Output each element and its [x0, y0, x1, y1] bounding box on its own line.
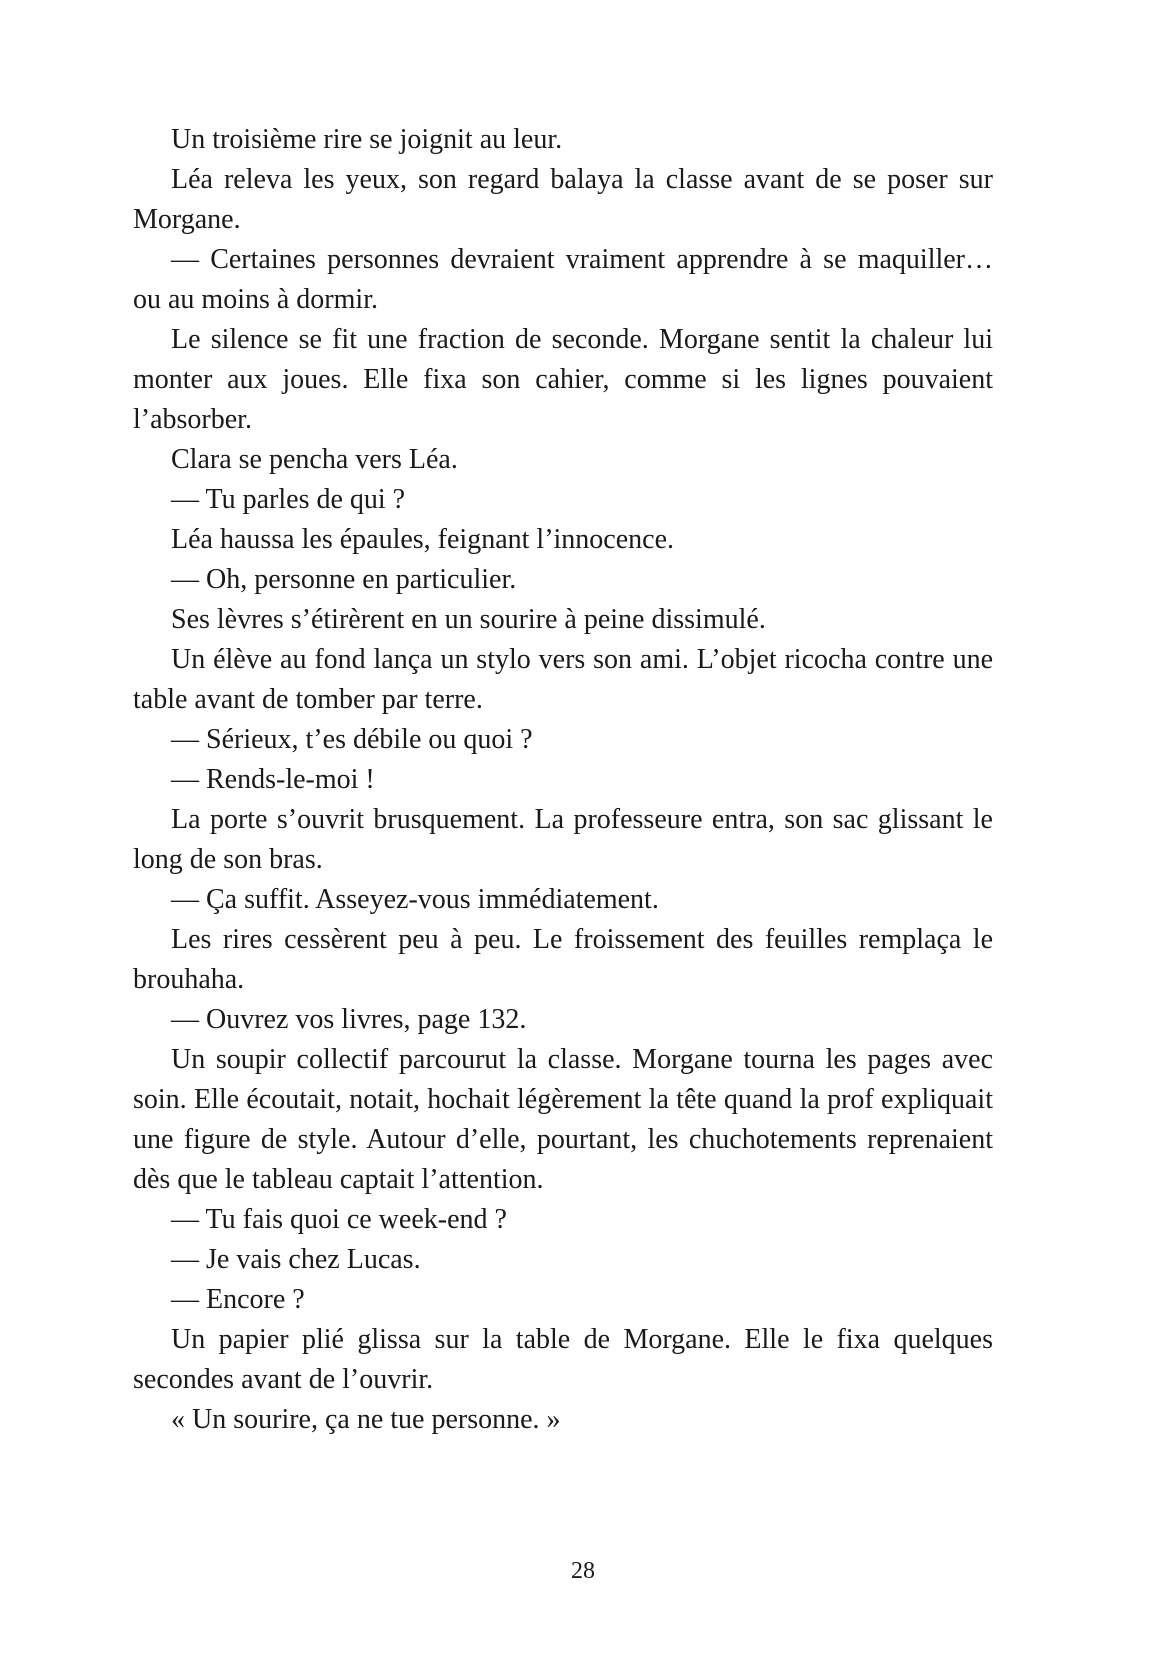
paragraph: — Encore ?: [171, 1284, 305, 1315]
paragraph: — Oh, personne en particulier.: [171, 564, 517, 595]
paragraph: Léa haussa les épaules, feignant l’innocence.: [171, 524, 675, 555]
paragraph: — Tu fais quoi ce week-end ?: [171, 1204, 507, 1235]
paragraph: Un troisième rire se joignit au leur.: [171, 124, 563, 155]
paragraph: Un élève au fond lança un stylo vers son ami. L’objet ricocha contre une table avant de tomber par terre.: [133, 644, 993, 715]
paragraph: Le silence se fit une fraction de seconde. Morgane sentit la chaleur lui monter aux joues. Elle fixa son cahier, comme si les lignes pouvaient l’absorber.: [133, 324, 993, 435]
paragraph: — Ouvrez vos livres, page 132.: [171, 1004, 527, 1035]
paragraph: La porte s’ouvrit brusquement. La professeure entra, son sac glissant le long de son bras.: [133, 804, 993, 875]
paragraph: Clara se pencha vers Léa.: [171, 444, 458, 475]
paragraph: — Certaines personnes devraient vraiment apprendre à se maquiller… ou au moins à dormir.: [133, 244, 993, 315]
paragraph: — Ça suffit. Asseyez-vous immédiatement.: [171, 884, 659, 915]
paragraph: « Un sourire, ça ne tue personne. »: [171, 1404, 561, 1435]
paragraph: Les rires cessèrent peu à peu. Le froissement des feuilles remplaça le brouhaha.: [133, 924, 993, 995]
paragraph: — Tu parles de qui ?: [171, 484, 406, 515]
paragraph: Ses lèvres s’étirèrent en un sourire à peine dissimulé.: [171, 604, 766, 635]
paragraph: — Je vais chez Lucas.: [171, 1244, 421, 1275]
paragraph: Un soupir collectif parcourut la classe. Morgane tourna les pages avec soin. Elle écoutait, notait, hochait légèrement la tête quand la prof expliquait une figure de style. Autour d’elle, pourtant, les chuchotements reprenaient dès que le tableau captait l’attention.: [133, 1044, 993, 1195]
page-number: 28: [571, 1558, 595, 1584]
paragraph: — Sérieux, t’es débile ou quoi ?: [171, 724, 533, 755]
paragraph: Un papier plié glissa sur la table de Morgane. Elle le fixa quelques secondes avant de l’ouvrir.: [133, 1324, 993, 1395]
paragraph: Léa releva les yeux, son regard balaya la classe avant de se poser sur Morgane.: [133, 164, 993, 235]
paragraph: — Rends-le-moi !: [171, 764, 375, 795]
page-body: [133, 120, 993, 1440]
